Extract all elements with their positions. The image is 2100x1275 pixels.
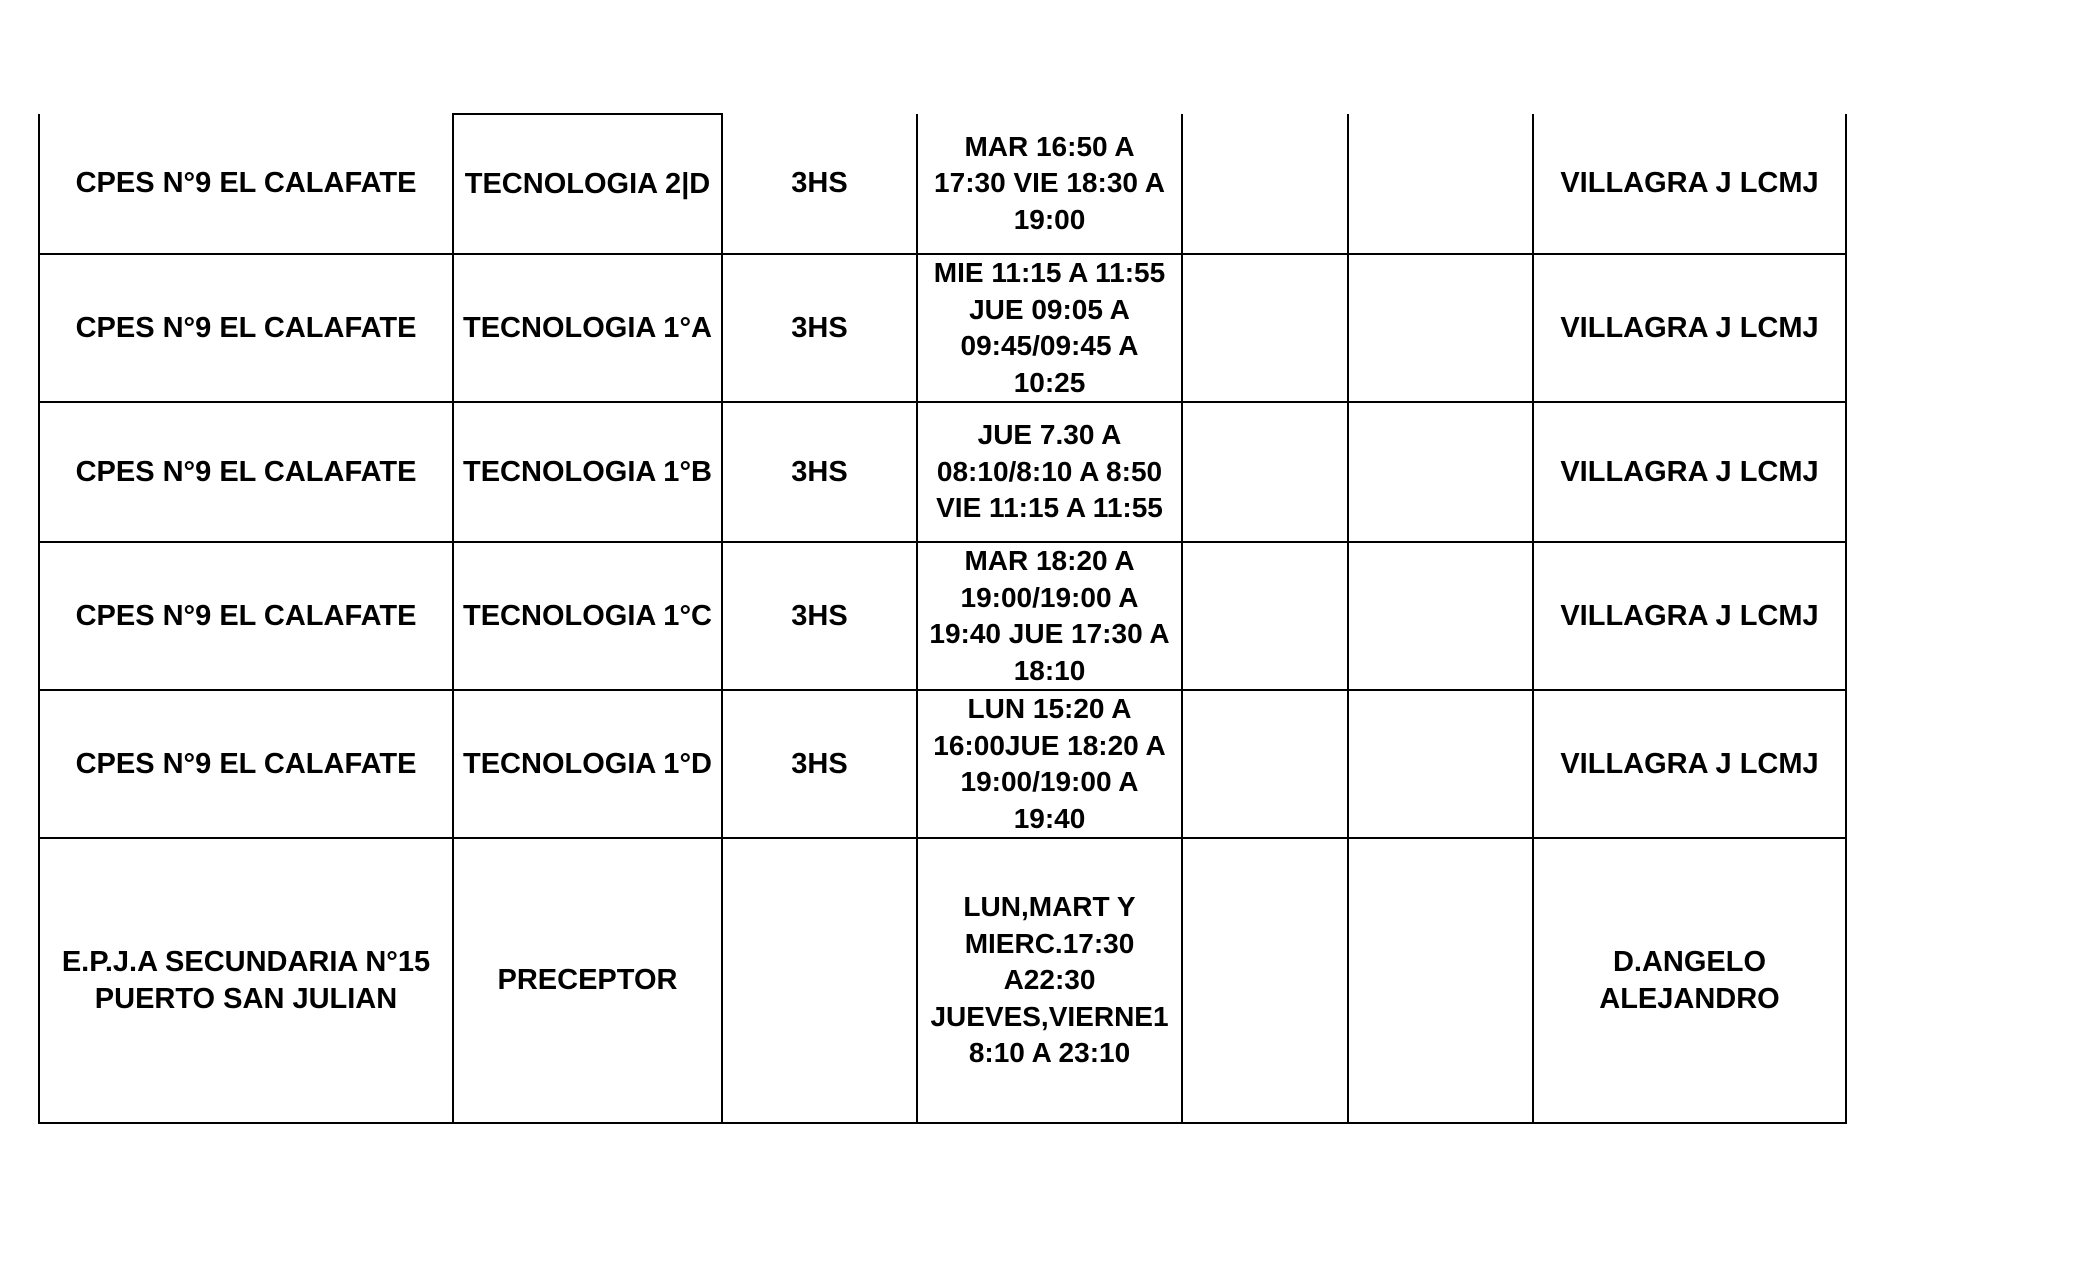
- teacher-cell: VILLAGRA J LCMJ: [1533, 542, 1846, 690]
- empty-cell: [1182, 402, 1348, 542]
- empty-cell: [1182, 838, 1348, 1123]
- subject-cell: TECNOLOGIA 1°A: [453, 254, 722, 402]
- table-row: [39, 254, 1846, 402]
- teacher-cell: VILLAGRA J LCMJ: [1533, 254, 1846, 402]
- empty-cell: [1348, 542, 1533, 690]
- teacher-cell: VILLAGRA J LCMJ: [1533, 114, 1846, 254]
- subject-cell: TECNOLOGIA 1°D: [453, 690, 722, 838]
- institution-cell: E.P.J.A SECUNDARIA N°15 PUERTO SAN JULIAN: [39, 838, 453, 1123]
- empty-cell: [1182, 690, 1348, 838]
- empty-cell: [1182, 254, 1348, 402]
- hours-cell: [722, 838, 917, 1123]
- institution-cell: CPES N°9 EL CALAFATE: [39, 254, 453, 402]
- subject-cell: TECNOLOGIA 1°C: [453, 542, 722, 690]
- hours-cell: 3HS: [722, 690, 917, 838]
- institution-cell: CPES N°9 EL CALAFATE: [39, 542, 453, 690]
- hours-cell: 3HS: [722, 402, 917, 542]
- teacher-cell: D.ANGELO ALEJANDRO: [1533, 838, 1846, 1123]
- teacher-cell: VILLAGRA J LCMJ: [1533, 402, 1846, 542]
- subject-cell: PRECEPTOR: [453, 838, 722, 1123]
- schedule-cell: LUN,MART Y MIERC.17:30 A22:30 JUEVES,VIERNE1 8:10 A 23:10: [917, 838, 1182, 1123]
- subject-cell: TECNOLOGIA 1°B: [453, 402, 722, 542]
- schedule-cell: JUE 7.30 A 08:10/8:10 A 8:50 VIE 11:15 A 11:55: [917, 402, 1182, 542]
- schedule-cell: LUN 15:20 A 16:00JUE 18:20 A 19:00/19:00 A 19:40: [917, 690, 1182, 838]
- empty-cell: [1182, 114, 1348, 254]
- empty-cell: [1348, 838, 1533, 1123]
- schedule-cell: MIE 11:15 A 11:55 JUE 09:05 A 09:45/09:45 A 10:25: [917, 254, 1182, 402]
- schedule-sheet: [38, 113, 1847, 1124]
- subject-cell: TECNOLOGIA 2|D: [453, 114, 722, 254]
- table-row: [39, 114, 1846, 254]
- institution-cell: CPES N°9 EL CALAFATE: [39, 114, 453, 254]
- hours-cell: 3HS: [722, 114, 917, 254]
- teacher-cell: VILLAGRA J LCMJ: [1533, 690, 1846, 838]
- institution-cell: CPES N°9 EL CALAFATE: [39, 690, 453, 838]
- institution-cell: CPES N°9 EL CALAFATE: [39, 402, 453, 542]
- table-row: [39, 402, 1846, 542]
- empty-cell: [1348, 690, 1533, 838]
- empty-cell: [1182, 542, 1348, 690]
- empty-cell: [1348, 402, 1533, 542]
- table-row: [39, 542, 1846, 690]
- hours-cell: 3HS: [722, 254, 917, 402]
- empty-cell: [1348, 254, 1533, 402]
- empty-cell: [1348, 114, 1533, 254]
- schedule-cell: MAR 16:50 A 17:30 VIE 18:30 A 19:00: [917, 114, 1182, 254]
- schedule-table: [38, 113, 1847, 1124]
- schedule-cell: MAR 18:20 A 19:00/19:00 A 19:40 JUE 17:30 A 18:10: [917, 542, 1182, 690]
- hours-cell: 3HS: [722, 542, 917, 690]
- table-row: [39, 690, 1846, 838]
- table-row: [39, 838, 1846, 1123]
